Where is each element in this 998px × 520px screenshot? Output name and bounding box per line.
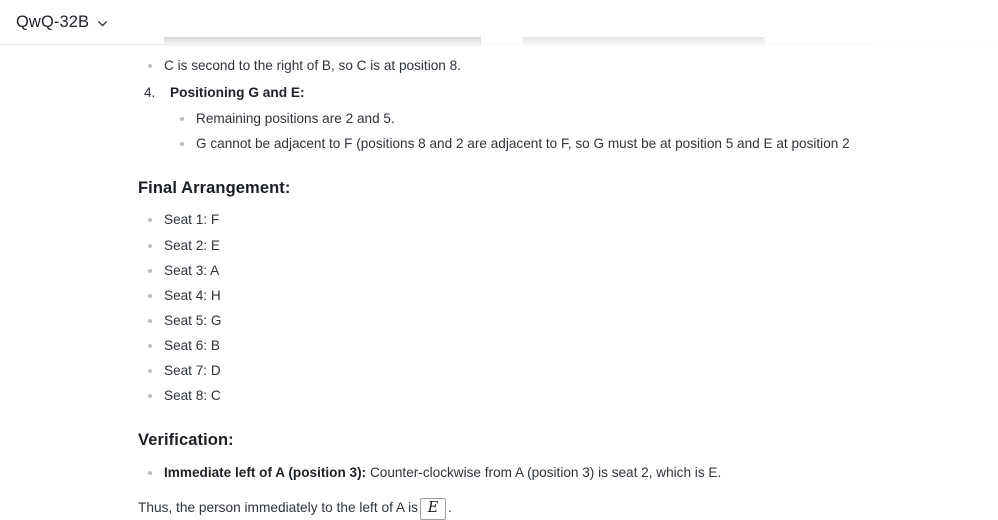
list-item	[138, 462, 998, 483]
chevron-down-icon	[96, 17, 109, 30]
verification-heading: Verification:	[138, 430, 234, 449]
conversation-scroll-area[interactable]	[0, 45, 872, 517]
verification-item-text: Counter-clockwise from A (position 3) is seat 2, which is E.	[369, 464, 722, 480]
conclusion-prefix: Thus, the person immediately to the left of A is	[138, 499, 418, 515]
model-selector-button[interactable]	[14, 10, 113, 35]
clipped-text-line	[164, 37, 998, 49]
seat-list	[138, 209, 998, 406]
step-bullet-list	[170, 108, 998, 154]
model-name-label: QwQ-32B	[16, 12, 90, 31]
final-arrangement-heading: Final Arrangement:	[138, 178, 291, 197]
list-item: Seat 3: A	[138, 260, 998, 281]
step-title: Positioning G and E:	[170, 85, 305, 101]
list-item: Seat 7: D	[138, 360, 998, 381]
conclusion-suffix: .	[447, 499, 452, 515]
step-number: 4.	[144, 85, 156, 101]
verification-item-label: Immediate left of A (position 3):	[164, 464, 367, 480]
list-item: Remaining positions are 2 and 5.	[170, 108, 998, 129]
numbered-step-list	[138, 82, 998, 154]
verification-list	[138, 462, 998, 483]
list-item: Seat 2: E	[138, 235, 998, 256]
list-item: Seat 5: G	[138, 310, 998, 331]
list-item	[138, 82, 998, 154]
assistant-message	[138, 37, 998, 519]
list-item: Seat 6: B	[138, 335, 998, 356]
top-partial-bullet-list	[138, 55, 998, 76]
list-item: G cannot be adjacent to F (positions 8 and 2 are adjacent to F, so G must be at position 5 and E at position 2	[170, 133, 998, 154]
list-item: Seat 8: C	[138, 385, 998, 406]
list-item: Seat 1: F	[138, 209, 998, 230]
list-item: C is second to the right of B, so C is at position 8.	[138, 55, 998, 76]
list-item: Seat 4: H	[138, 285, 998, 306]
conclusion-line	[138, 497, 998, 519]
boxed-answer: E	[420, 498, 446, 520]
